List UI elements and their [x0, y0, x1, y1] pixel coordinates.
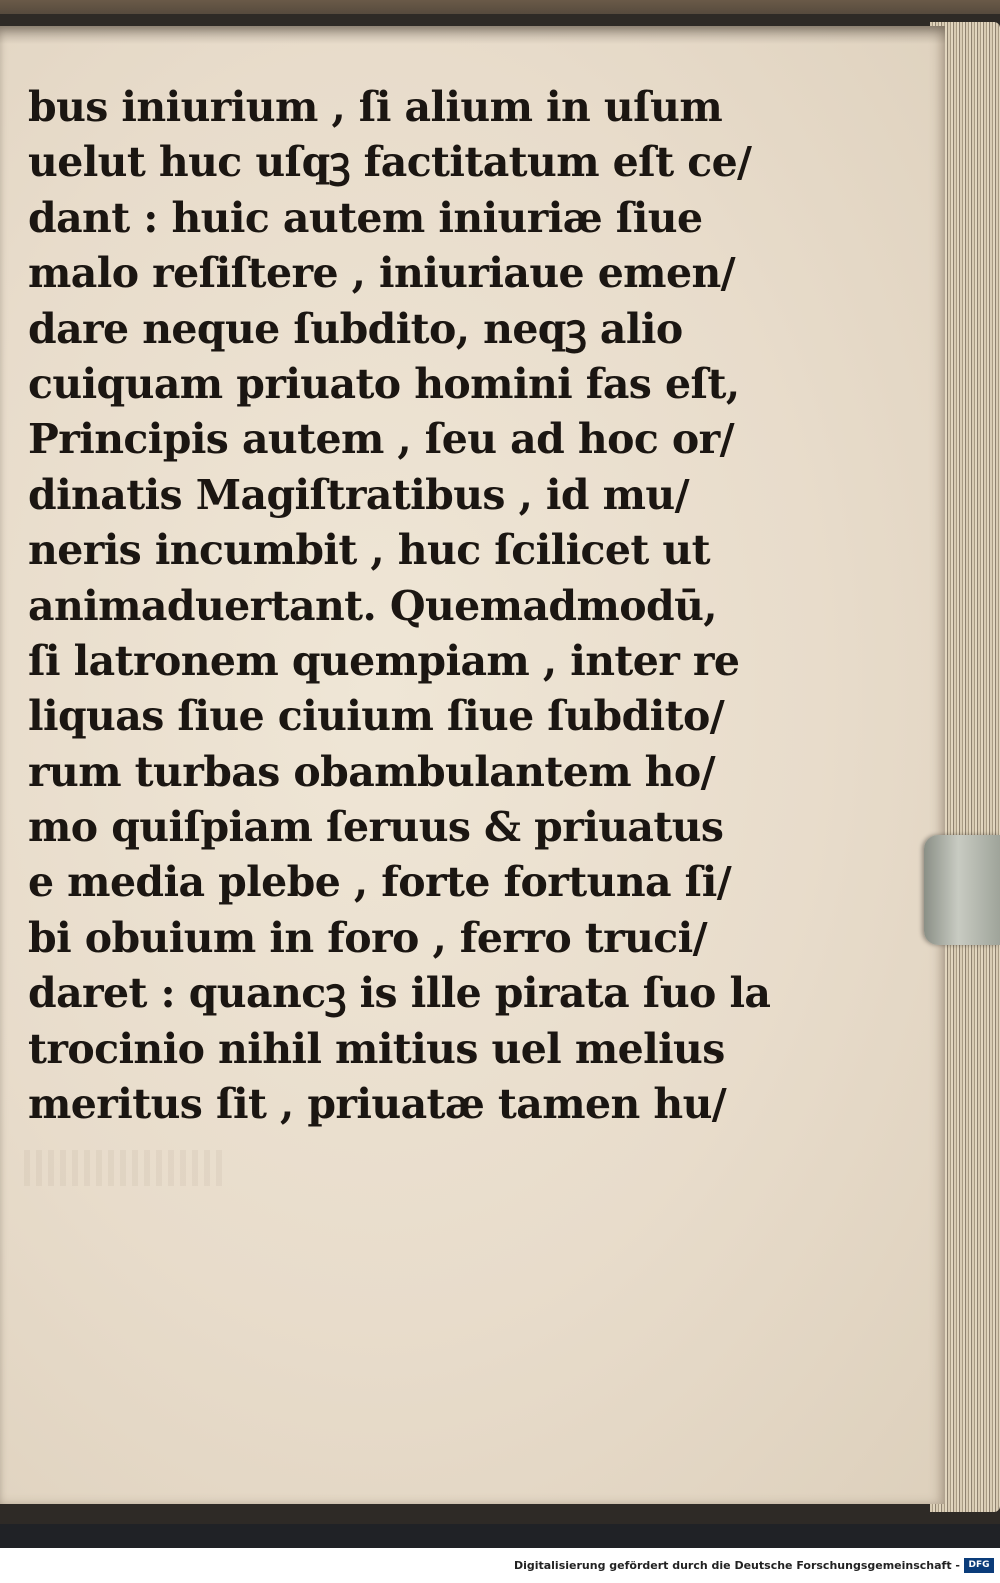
- text-line-2: uelut huc uſqꝫ factitatum eſt ce/: [28, 138, 752, 187]
- text-line-4: malo reſiſtere , iniuriaue emen/: [28, 249, 736, 298]
- text-line-12: liquas ſiue ciuium ſiue ſubdito/: [28, 692, 725, 741]
- text-line-3: dant : huic autem iniuriæ ſiue: [28, 193, 703, 242]
- text-line-6: cuiquam priuato homini fas eſt,: [28, 359, 740, 408]
- text-line-13: rum turbas obambulantem ho/: [28, 747, 716, 796]
- text-line-5: dare neque ſubdito, neqꝫ alio: [28, 304, 683, 353]
- text-line-15: e media plebe , forte fortuna ſi/: [28, 858, 732, 907]
- page-marker-ribbon: [924, 835, 1000, 945]
- text-line-7: Principis autem , ſeu ad hoc or/: [28, 415, 734, 464]
- text-line-14: mo quiſpiam ſeruus & priuatus: [28, 803, 724, 852]
- dfg-logo: DFG: [964, 1558, 994, 1573]
- text-line-16: bi obuium in foro , ferro truci/: [28, 913, 708, 962]
- page-shadow: [0, 26, 945, 44]
- text-line-19: meritus ſit , priuatæ tamen hu/: [28, 1080, 727, 1129]
- text-line-18: trocinio nihil mitius uel melius: [28, 1024, 725, 1073]
- text-line-10: animaduertant. Quemadmodū,: [28, 581, 717, 630]
- funding-credit-text: Digitalisierung gefördert durch die Deutsche Forschungsgemeinschaft -: [513, 1558, 960, 1572]
- text-line-1: bus iniurium , ſi alium in uſum: [28, 83, 723, 131]
- page-text: [28, 80, 771, 1132]
- show-through-smudge: [24, 1150, 224, 1186]
- funding-credit: [514, 1553, 994, 1577]
- text-line-9: neris incumbit , huc ſcilicet ut: [28, 526, 710, 575]
- text-line-17: daret : quancꝫ is ille pirata ſuo la: [28, 969, 771, 1018]
- text-line-8: dinatis Magiſtratibus , id mu/: [28, 470, 690, 519]
- text-line-11: ſi latronem quempiam , inter re: [28, 636, 740, 685]
